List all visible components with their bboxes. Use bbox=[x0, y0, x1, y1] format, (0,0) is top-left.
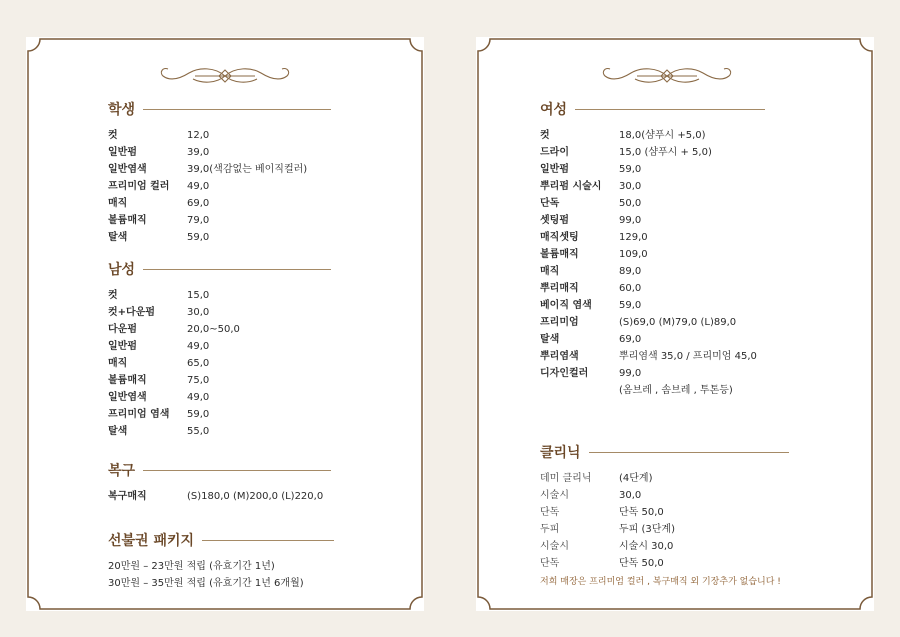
price-row bbox=[540, 127, 765, 144]
item-label: 탈색 bbox=[108, 426, 128, 437]
prepaid-line: 30만원 – 35만원 적립 (유효기간 1년 6개월) bbox=[108, 578, 304, 589]
store-notice: 저희 매장은 프리미엄 컬러 , 복구매직 외 기장추가 없습니다 ! bbox=[540, 577, 781, 587]
item-price: 60,0 bbox=[619, 283, 642, 294]
item-price: 75,0 bbox=[187, 375, 210, 386]
item-price: 59,0 bbox=[187, 409, 210, 420]
price-row bbox=[108, 355, 331, 372]
item-label: 베이직 염색 bbox=[540, 300, 592, 311]
item-price: 109,0 bbox=[619, 249, 648, 260]
price-row bbox=[540, 504, 789, 521]
restore-section bbox=[108, 459, 331, 505]
item-label: 볼륨매직 bbox=[540, 249, 579, 260]
item-price: 129,0 bbox=[619, 232, 648, 243]
price-row bbox=[540, 348, 765, 365]
prepaid-section bbox=[108, 529, 334, 592]
price-row bbox=[108, 321, 331, 338]
item-price: 59,0 bbox=[187, 232, 210, 243]
item-label: 프리미엄 bbox=[540, 317, 579, 328]
item-label: 탈색 bbox=[540, 334, 560, 345]
price-row bbox=[540, 263, 765, 280]
price-row bbox=[108, 372, 331, 389]
item-label: 디자인컬러 bbox=[540, 368, 589, 379]
item-label: 일반펌 bbox=[108, 341, 137, 352]
item-label: 매직 bbox=[540, 266, 560, 277]
left-menu-panel bbox=[26, 37, 424, 611]
price-row bbox=[540, 297, 765, 314]
item-label: 볼륨매직 bbox=[108, 215, 147, 226]
item-label: 일반염색 bbox=[108, 392, 147, 403]
item-label: 컷 bbox=[108, 290, 118, 301]
item-price: 12,0 bbox=[187, 130, 210, 141]
item-price: 15,0 (샴푸시 + 5,0) bbox=[619, 147, 712, 158]
item-price: 30,0 bbox=[619, 181, 642, 192]
item-price: 15,0 bbox=[187, 290, 210, 301]
item-label: 일반펌 bbox=[540, 164, 569, 175]
item-label: 뿌리매직 bbox=[540, 283, 579, 294]
male-section bbox=[108, 258, 331, 440]
price-row bbox=[108, 423, 331, 440]
price-row bbox=[108, 338, 331, 355]
price-row bbox=[108, 287, 331, 304]
price-row bbox=[108, 304, 331, 321]
item-label: 일반염색 bbox=[108, 164, 147, 175]
price-row bbox=[108, 488, 331, 505]
item-label: 단독 bbox=[540, 198, 560, 209]
item-price: (S)180,0 (M)200,0 (L)220,0 bbox=[187, 491, 324, 502]
item-price: 30,0 bbox=[187, 307, 210, 318]
item-price: 50,0 bbox=[619, 198, 642, 209]
price-row bbox=[540, 314, 765, 331]
restore-title: 복구 bbox=[108, 463, 136, 479]
divider bbox=[143, 470, 331, 471]
item-label: 단독 bbox=[540, 558, 560, 569]
student-title: 학생 bbox=[108, 102, 136, 118]
item-price: 99,0 bbox=[619, 215, 642, 226]
price-row bbox=[108, 144, 331, 161]
flourish-ornament bbox=[155, 64, 295, 88]
prepaid-line: 20만원 – 23만원 적립 (유효기간 1년) bbox=[108, 561, 275, 572]
item-price: 39,0(색감없는 베이직컬러) bbox=[187, 164, 308, 175]
price-row bbox=[540, 280, 765, 297]
item-label: 시술시 bbox=[540, 541, 569, 552]
item-price: 55,0 bbox=[187, 426, 210, 437]
price-row bbox=[108, 406, 331, 423]
item-label: 일반펌 bbox=[108, 147, 137, 158]
item-price: 49,0 bbox=[187, 181, 210, 192]
price-row bbox=[108, 229, 331, 246]
item-label: 컷 bbox=[108, 130, 118, 141]
price-row bbox=[540, 178, 765, 195]
prepaid-title: 선불권 패키지 bbox=[108, 533, 195, 549]
item-label: 복구매직 bbox=[108, 491, 147, 502]
item-label: 다운펌 bbox=[108, 324, 137, 335]
price-row bbox=[108, 212, 331, 229]
item-price: 30,0 bbox=[619, 490, 642, 501]
price-row bbox=[540, 212, 765, 229]
student-section bbox=[108, 98, 331, 246]
price-row bbox=[108, 127, 331, 144]
divider bbox=[202, 540, 334, 541]
female-section bbox=[540, 98, 765, 399]
price-row bbox=[540, 365, 765, 382]
item-price: 49,0 bbox=[187, 341, 210, 352]
item-label: 셋팅펌 bbox=[540, 215, 569, 226]
item-price: 뿌리염색 35,0 / 프리미엄 45,0 bbox=[619, 351, 757, 362]
clinic-section bbox=[540, 441, 789, 572]
price-row bbox=[540, 246, 765, 263]
item-price: 18,0(샴푸시 +5,0) bbox=[619, 130, 706, 141]
item-label: 뿌리염색 bbox=[540, 351, 579, 362]
clinic-title: 클리닉 bbox=[540, 445, 581, 461]
item-price: 69,0 bbox=[187, 198, 210, 209]
item-price: 20,0~50,0 bbox=[187, 324, 240, 335]
price-row bbox=[108, 195, 331, 212]
price-row bbox=[540, 555, 789, 572]
item-label: 프리미엄 염색 bbox=[108, 409, 170, 420]
item-price: 79,0 bbox=[187, 215, 210, 226]
price-row bbox=[540, 487, 789, 504]
item-label: 컷 bbox=[540, 130, 550, 141]
male-title: 남성 bbox=[108, 262, 136, 278]
item-label: 뿌리펌 시술시 bbox=[540, 181, 602, 192]
divider bbox=[143, 269, 331, 270]
price-row bbox=[540, 331, 765, 348]
item-price: 두피 (3단계) bbox=[619, 524, 675, 535]
item-price: 69,0 bbox=[619, 334, 642, 345]
price-row bbox=[540, 538, 789, 555]
item-label: 매직 bbox=[108, 198, 128, 209]
item-price: 39,0 bbox=[187, 147, 210, 158]
item-price: 시술시 30,0 bbox=[619, 541, 674, 552]
item-price: 99,0 bbox=[619, 368, 642, 379]
price-row bbox=[540, 521, 789, 538]
divider bbox=[575, 109, 765, 110]
price-row bbox=[540, 382, 765, 399]
female-title: 여성 bbox=[540, 102, 568, 118]
price-row bbox=[108, 389, 331, 406]
item-price: (옴브레 , 솜브레 , 투톤등) bbox=[619, 385, 733, 396]
item-price: 65,0 bbox=[187, 358, 210, 369]
item-price: 59,0 bbox=[619, 300, 642, 311]
item-price: 단독 50,0 bbox=[619, 558, 664, 569]
item-label: 드라이 bbox=[540, 147, 569, 158]
item-price: 49,0 bbox=[187, 392, 210, 403]
price-row bbox=[540, 144, 765, 161]
divider bbox=[143, 109, 331, 110]
item-label: 데미 클리닉 bbox=[540, 473, 592, 484]
right-menu-panel bbox=[476, 37, 874, 611]
price-row bbox=[108, 178, 331, 195]
price-row bbox=[540, 161, 765, 178]
item-price: (4단계) bbox=[619, 473, 653, 484]
price-row bbox=[108, 161, 331, 178]
price-row bbox=[540, 195, 765, 212]
item-label: 볼륨매직 bbox=[108, 375, 147, 386]
item-price: 89,0 bbox=[619, 266, 642, 277]
item-label bbox=[540, 382, 619, 399]
item-label: 매직 bbox=[108, 358, 128, 369]
item-label: 탈색 bbox=[108, 232, 128, 243]
item-label: 매직셋팅 bbox=[540, 232, 579, 243]
item-label: 시술시 bbox=[540, 490, 569, 501]
item-label: 컷+다운펌 bbox=[108, 307, 156, 318]
item-label: 단독 bbox=[540, 507, 560, 518]
price-row bbox=[540, 470, 789, 487]
item-price: 59,0 bbox=[619, 164, 642, 175]
item-price: 단독 50,0 bbox=[619, 507, 664, 518]
item-label: 프리미엄 컬러 bbox=[108, 181, 170, 192]
item-label: 두피 bbox=[540, 524, 560, 535]
item-price: (S)69,0 (M)79,0 (L)89,0 bbox=[619, 317, 737, 328]
price-row bbox=[540, 229, 765, 246]
divider bbox=[589, 452, 789, 453]
flourish-ornament bbox=[597, 64, 737, 88]
